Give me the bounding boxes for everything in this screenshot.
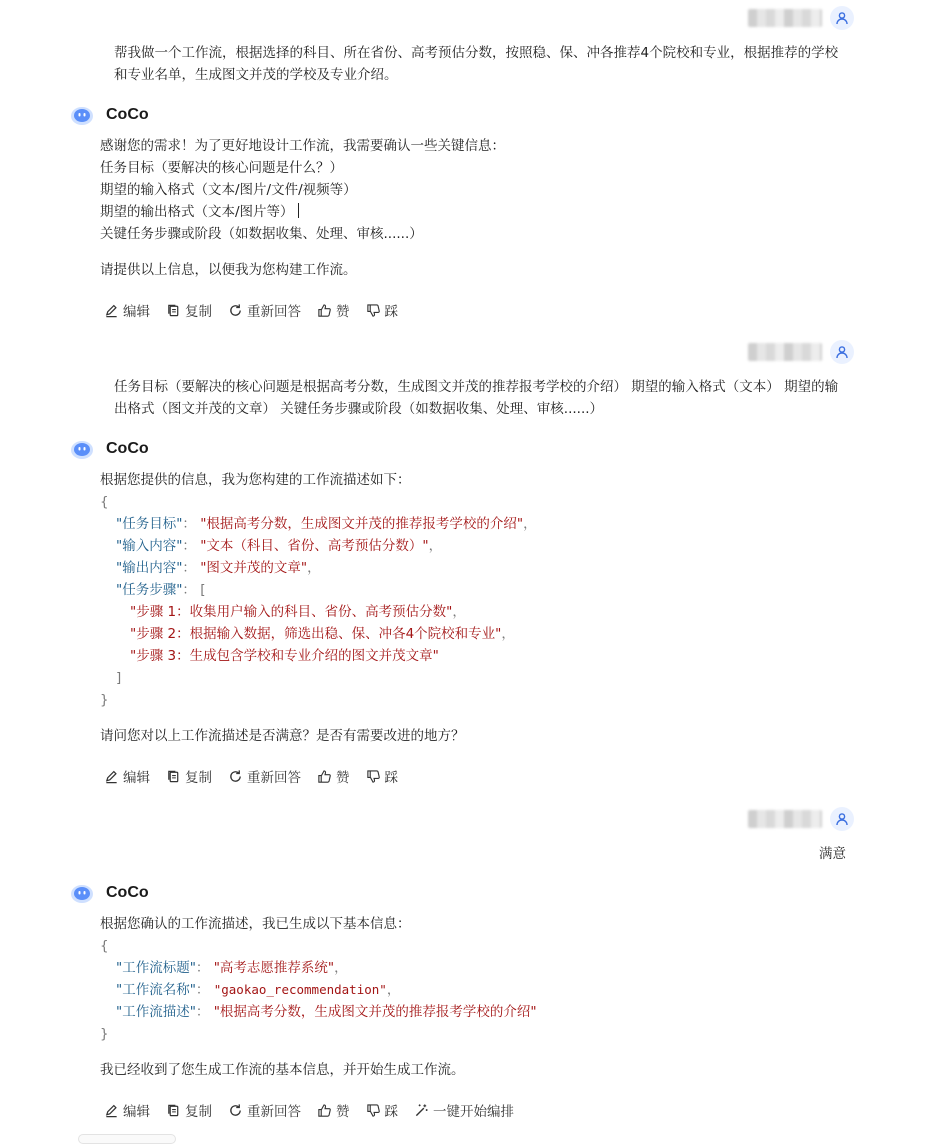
message-actions	[104, 300, 414, 320]
refresh-icon	[228, 1103, 243, 1118]
user-name-blurred	[748, 9, 822, 27]
like-button[interactable]: 赞	[317, 300, 350, 320]
edit-button[interactable]: 编辑	[104, 1100, 150, 1120]
thumbs-up-icon	[317, 1103, 332, 1118]
bot-header	[70, 102, 149, 128]
user-avatar-icon	[830, 340, 854, 364]
pencil-icon	[104, 769, 119, 784]
copy-icon	[166, 303, 181, 318]
bot-name: CoCo	[106, 440, 149, 457]
pencil-icon	[104, 303, 119, 318]
bot-line: 感谢您的需求！为了更好地设计工作流，我需要确认一些关键信息：	[100, 138, 505, 154]
coco-avatar-icon	[70, 881, 94, 905]
bot-footer-line: 请提供以上信息，以便我为您构建工作流。	[100, 262, 357, 278]
json-array-item: "步骤 1：收集用户输入的科目、省份、高考预估分数"，	[130, 604, 466, 620]
text-caret	[298, 203, 299, 218]
json-row: "任务目标"： "根据高考分数，生成图文并茂的推荐报考学校的介绍"，	[116, 516, 537, 532]
thumbs-down-icon	[366, 1103, 381, 1118]
input-box-edge	[78, 1134, 176, 1144]
copy-button[interactable]: 复制	[166, 1100, 212, 1120]
user-name-blurred	[748, 343, 822, 361]
bot-name: CoCo	[106, 106, 149, 123]
refresh-icon	[228, 769, 243, 784]
user-avatar-icon	[830, 807, 854, 831]
bot-message	[100, 135, 860, 281]
bot-message	[100, 913, 860, 1081]
regenerate-button[interactable]: 重新回答	[228, 1100, 301, 1120]
json-row: "任务步骤"： [	[116, 582, 206, 598]
bot-header	[70, 436, 149, 462]
regenerate-button[interactable]: 重新回答	[228, 300, 301, 320]
dislike-button[interactable]: 踩	[366, 300, 399, 320]
message-actions	[104, 766, 414, 786]
copy-icon	[166, 769, 181, 784]
bot-intro: 根据您提供的信息，我为您构建的工作流描述如下：	[100, 472, 411, 488]
like-button[interactable]: 赞	[317, 1100, 350, 1120]
json-close: }	[100, 692, 109, 708]
json-open: {	[100, 938, 109, 954]
message-actions	[104, 1100, 530, 1120]
thumbs-down-icon	[366, 769, 381, 784]
json-close: }	[100, 1026, 109, 1042]
dislike-button[interactable]: 踩	[366, 766, 399, 786]
edit-button[interactable]: 编辑	[104, 766, 150, 786]
user-header	[748, 7, 854, 29]
json-row: "输入内容"： "文本（科目、省份、高考预估分数）"，	[116, 538, 443, 554]
user-avatar-icon	[830, 6, 854, 30]
json-row: "工作流描述"： "根据高考分数，生成图文并茂的推荐报考学校的介绍"	[116, 1004, 537, 1020]
json-array-item: "步骤 2：根据输入数据，筛选出稳、保、冲各4个院校和专业"，	[130, 626, 515, 642]
bot-header	[70, 880, 149, 906]
json-array-close: ]	[116, 670, 122, 686]
json-array-item: "步骤 3：生成包含学校和专业介绍的图文并茂文章"	[130, 648, 439, 664]
refresh-icon	[228, 303, 243, 318]
bot-line-text: 期望的输出格式（文本/图片等）	[100, 204, 294, 220]
bot-footer-line: 请问您对以上工作流描述是否满意？是否有需要改进的地方？	[100, 728, 465, 744]
user-message: 帮我做一个工作流，根据选择的科目、所在省份、高考预估分数，按照稳、保、冲各推荐4个院校和专业，根据推荐的学校和专业名单，生成图文并茂的学校及专业介绍。	[114, 45, 839, 83]
edit-button[interactable]: 编辑	[104, 300, 150, 320]
bot-line	[100, 201, 860, 223]
user-message: 满意	[819, 846, 846, 862]
regenerate-button[interactable]: 重新回答	[228, 766, 301, 786]
copy-button[interactable]: 复制	[166, 766, 212, 786]
user-header	[748, 808, 854, 830]
thumbs-down-icon	[366, 303, 381, 318]
bot-line: 任务目标（要解决的核心问题是什么？）	[100, 160, 343, 176]
bot-name: CoCo	[106, 884, 149, 901]
user-message: 任务目标（要解决的核心问题是根据高考分数，生成图文并茂的推荐报考学校的介绍） 期望的输入格式（文本） 期望的输出格式（图文并茂的文章） 关键任务步骤或阶段（如数据收集、处理、审核......）	[114, 379, 839, 417]
coco-avatar-icon	[70, 437, 94, 461]
pencil-icon	[104, 1103, 119, 1118]
magic-wand-icon	[414, 1103, 429, 1118]
copy-button[interactable]: 复制	[166, 300, 212, 320]
bot-footer-line: 我已经收到了您生成工作流的基本信息，并开始生成工作流。	[100, 1062, 465, 1078]
bot-line: 期望的输入格式（文本/图片/文件/视频等）	[100, 182, 357, 198]
thumbs-up-icon	[317, 303, 332, 318]
json-row: "工作流标题"： "高考志愿推荐系统"，	[116, 960, 348, 976]
user-header	[748, 341, 854, 363]
json-row: "工作流名称"： "gaokao_recommendation"，	[116, 982, 401, 998]
user-name-blurred	[748, 810, 822, 828]
dislike-button[interactable]: 踩	[366, 1100, 399, 1120]
like-button[interactable]: 赞	[317, 766, 350, 786]
copy-icon	[166, 1103, 181, 1118]
thumbs-up-icon	[317, 769, 332, 784]
orchestrate-button[interactable]: 一键开始编排	[414, 1100, 514, 1120]
coco-avatar-icon	[70, 103, 94, 127]
json-row: "输出内容"： "图文并茂的文章"，	[116, 560, 321, 576]
bot-message	[100, 469, 860, 747]
bot-intro: 根据您确认的工作流描述，我已生成以下基本信息：	[100, 916, 411, 932]
bot-line: 关键任务步骤或阶段（如数据收集、处理、审核......）	[100, 226, 423, 242]
json-open: {	[100, 494, 109, 510]
